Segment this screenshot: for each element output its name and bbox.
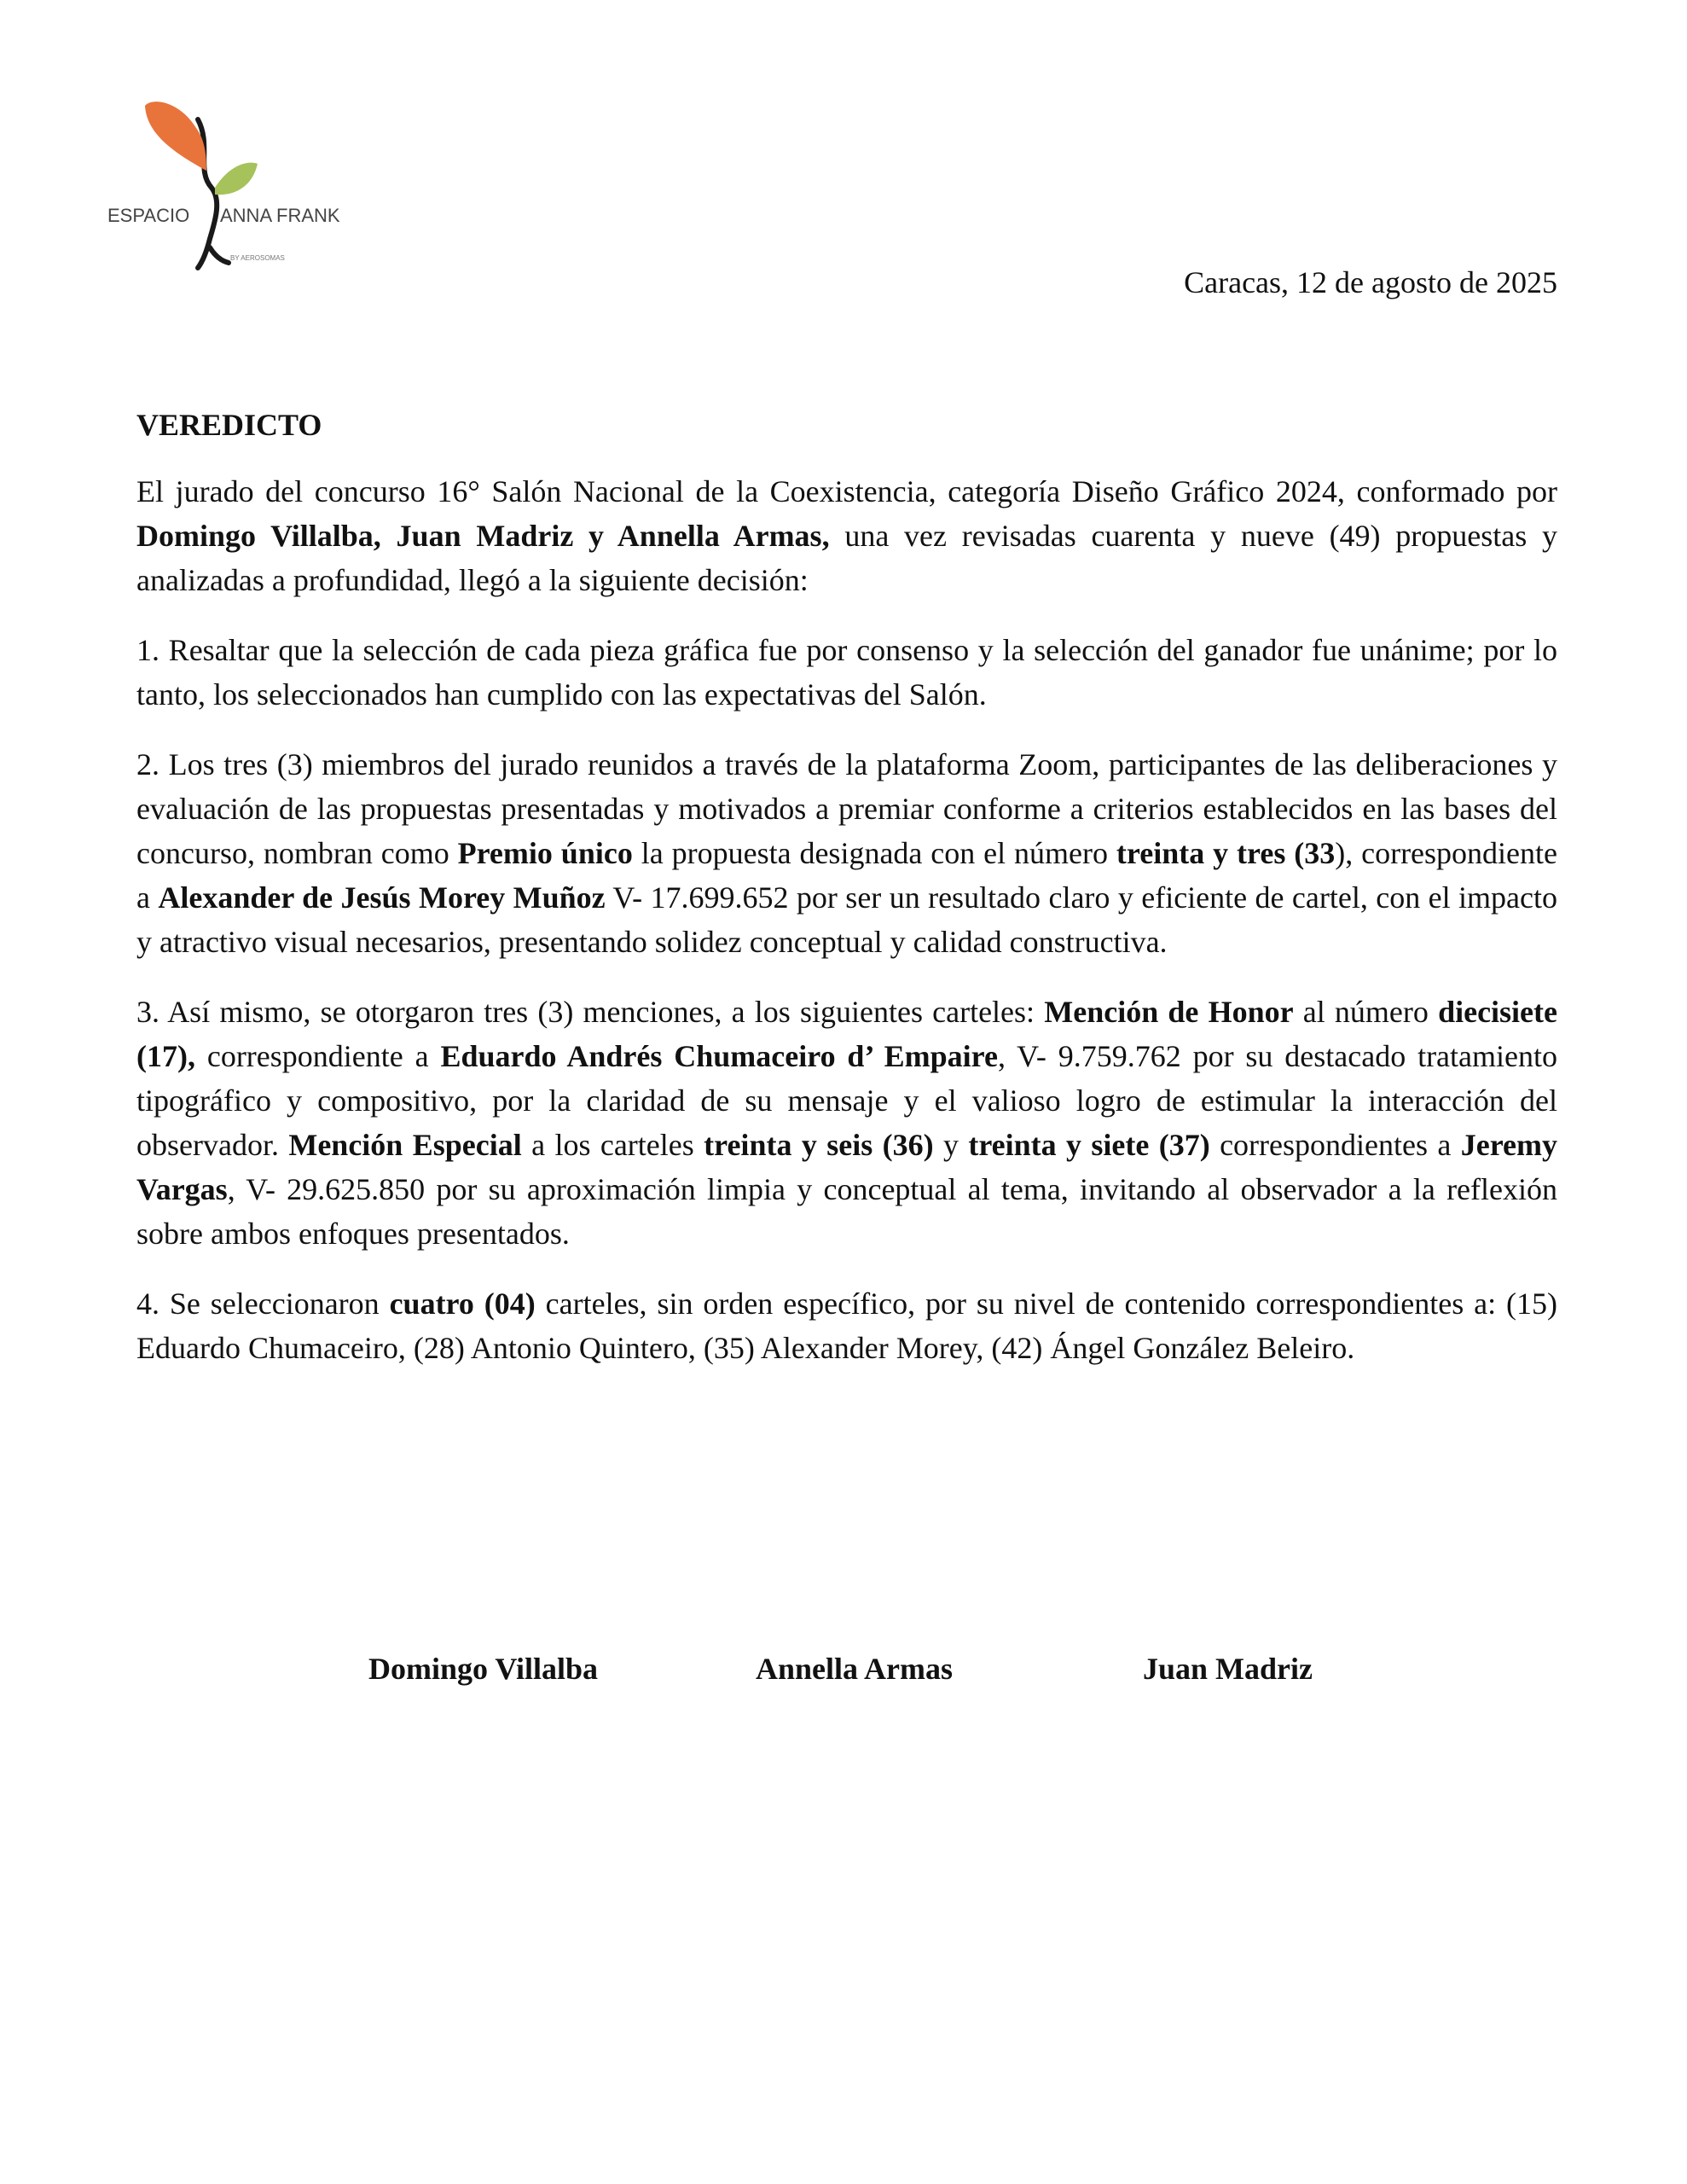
intro-paragraph: El jurado del concurso 16° Salón Nacional de la Coexistencia, categoría Diseño Gráfico 2024, conformado por Domingo Villalba, Juan Madriz y Annella Armas, una vez revisadas cuarenta y nueve (49) propuestas y analizadas a profundidad, llegó a la siguiente decisión: bbox=[136, 474, 1558, 597]
paragraph-1: 1. Resaltar que la selección de cada pieza gráfica fue por consenso y la selección del ganador fue unánime; por lo tanto, los seleccionados han cumplido con las expectativas del Salón. bbox=[136, 633, 1557, 712]
signature-juan-madriz: Juan Madriz bbox=[1143, 1652, 1313, 1686]
signature-annella-armas: Annella Armas bbox=[756, 1652, 954, 1686]
signature-domingo-villalba: Domingo Villalba bbox=[368, 1652, 599, 1686]
document-date: Caracas, 12 de agosto de 2025 bbox=[1184, 265, 1557, 299]
document-heading: VEREDICTO bbox=[136, 408, 322, 442]
espacio-anna-frank-logo bbox=[102, 85, 341, 282]
paragraph-3: 3. Así mismo, se otorgaron tres (3) menciones, a los siguientes carteles: Mención de Honor al número diecisiete (17), correspondiente a Eduardo Andrés Chumaceiro d’ Empaire, V- 9.759.762 por su destacado tratamiento tipográfico y compositivo, por la claridad de su mensaje y el valioso logro de estimular la interacción del observador. Mención Especial a los carteles treinta y seis (36) y treinta y siete (37) correspondientes a Jeremy Vargas, V- 29.625.850 por su aproximación limpia y conceptual al tema, invitando al observador a la reflexión sobre ambos enfoques presentados. bbox=[136, 995, 1558, 1251]
logo-green-leaf-icon bbox=[215, 163, 258, 195]
logo-text-right: ANNA FRANK bbox=[220, 205, 340, 226]
paragraph-4: 4. Se seleccionaron cuatro (04) carteles, sin orden específico, por su nivel de contenido correspondientes a: (15) Eduardo Chumaceiro, (28) Antonio Quintero, (35) Alexander Morey, (42) Ángel González Beleiro. bbox=[136, 1287, 1557, 1365]
logo-orange-leaf-icon bbox=[145, 102, 206, 171]
document-body bbox=[136, 403, 1557, 1396]
paragraph-2: 2. Los tres (3) miembros del jurado reunidos a través de la plataforma Zoom, participantes de las deliberaciones y evaluación de las propuestas presentadas y motivados a premiar conforme a criterios establecidos en las bases del concurso, nombran como Premio único la propuesta designada con el número treinta y tres (33), correspondiente a Alexander de Jesús Morey Muñoz V- 17.699.652 por ser un resultado claro y eficiente de cartel, con el impacto y atractivo visual necesarios, presentando solidez conceptual y calidad constructiva. bbox=[136, 747, 1558, 959]
logo-text-left: ESPACIO bbox=[107, 205, 190, 226]
logo-small-text: BY AEROSOMAS bbox=[230, 254, 285, 262]
signature-block bbox=[0, 1651, 1687, 1702]
